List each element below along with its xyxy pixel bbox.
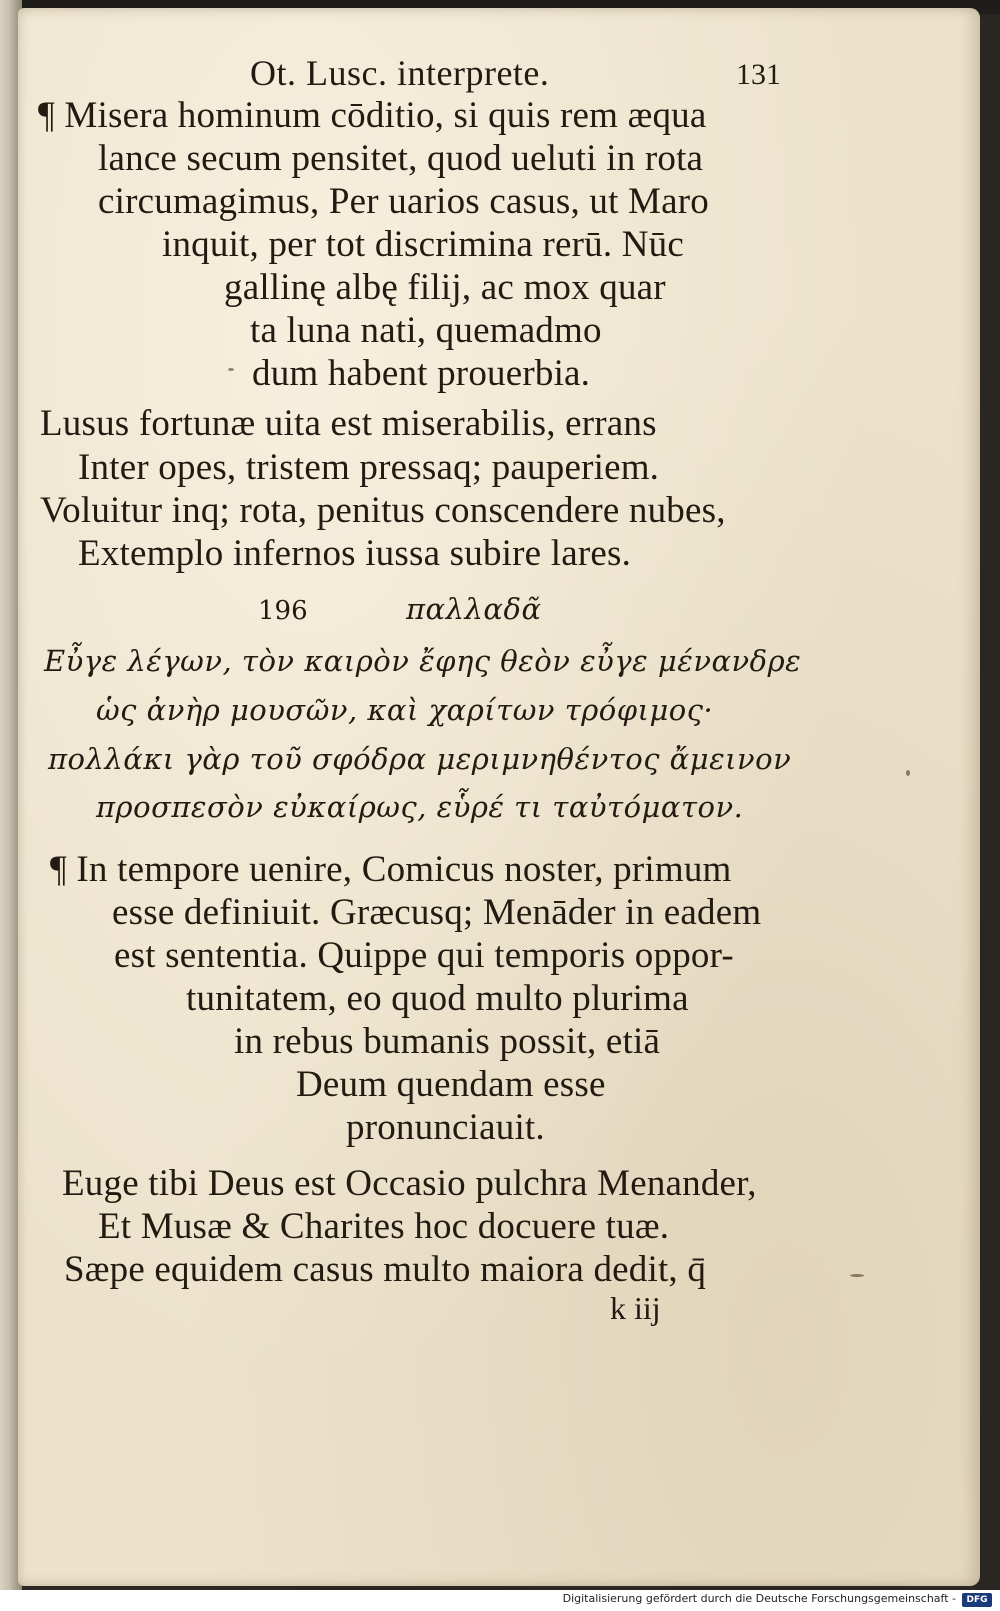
prose-line: in rebus bumanis possit, etiā — [234, 1021, 661, 1062]
greek-line: πολλάκι γὰρ τοῦ σφόδρα μεριμνηθέντος ἄμεινον — [48, 742, 792, 776]
prose-line: dum habent prouerbia. — [252, 353, 591, 394]
footer-credit: Digitalisierung gefördert durch die Deutsche Forschungsgemeinschaft - — [562, 1592, 956, 1605]
greek-line: ὡς ἀνὴρ μουσῶν, καὶ χαρίτων τρόφιμος· — [96, 693, 714, 727]
dfg-logo: DFG — [962, 1593, 992, 1607]
ink-speck — [228, 368, 234, 371]
folio-number: 131 — [736, 58, 781, 91]
prose-line: est sententia. Quippe qui temporis oppor- — [114, 935, 734, 976]
verse-line: Euge tibi Deus est Occasio pulchra Menander, — [62, 1163, 757, 1204]
ink-speck — [906, 770, 910, 776]
signature-mark: k iij — [610, 1290, 661, 1326]
prose-line: ta luna nati, quemadmo — [250, 310, 602, 351]
prose-line: tunitatem, eo quod multo plurima — [186, 978, 689, 1019]
prose-line: inquit, per tot discrimina rerū. Nūc — [162, 224, 684, 265]
verse-line: Inter opes, tristem pressaq; pauperiem. — [78, 447, 660, 488]
epigram-number: 196 — [258, 596, 308, 626]
verse-line: Sæpe equidem casus multo maiora dedit, q̄ — [64, 1249, 707, 1290]
verse-line: Extemplo infernos iussa subire lares. — [78, 533, 632, 574]
prose-line: ¶ Misera hominum cōditio, si quis rem æqua — [38, 95, 707, 136]
prose-line: lance secum pensitet, quod ueluti in rota — [98, 138, 704, 179]
verse-line: Lusus fortunæ uita est miserabilis, errans — [40, 403, 657, 444]
prose-line: pronunciauit. — [346, 1107, 545, 1148]
prose-line: gallinę albę filij, ac mox quar — [224, 267, 666, 308]
verse-line: Voluitur inq; rota, penitus conscendere nubes, — [40, 490, 726, 531]
ink-speck — [850, 1274, 864, 1277]
running-head: Ot. Lusc. interprete. — [250, 53, 550, 93]
prose-line: ¶ In tempore uenire, Comicus noster, primum — [50, 849, 732, 890]
prose-line: esse definiuit. Græcusq; Menāder in eadem — [112, 892, 762, 933]
epigram-author: παλλαδᾶ — [406, 592, 542, 626]
greek-line: προσπεσὸν εὐκαίρως, εὗρέ τι ταὐτόματον. — [96, 790, 744, 824]
verse-line: Et Musæ & Charites hoc docuere tuæ. — [98, 1206, 670, 1247]
prose-line: Deum quendam esse — [296, 1064, 606, 1105]
prose-line: circumagimus, Per uarios casus, ut Maro — [98, 181, 709, 222]
greek-line: Εὖγε λέγων, τὸν καιρὸν ἔφης θεὸν εὖγε μένανδρε — [44, 644, 802, 678]
